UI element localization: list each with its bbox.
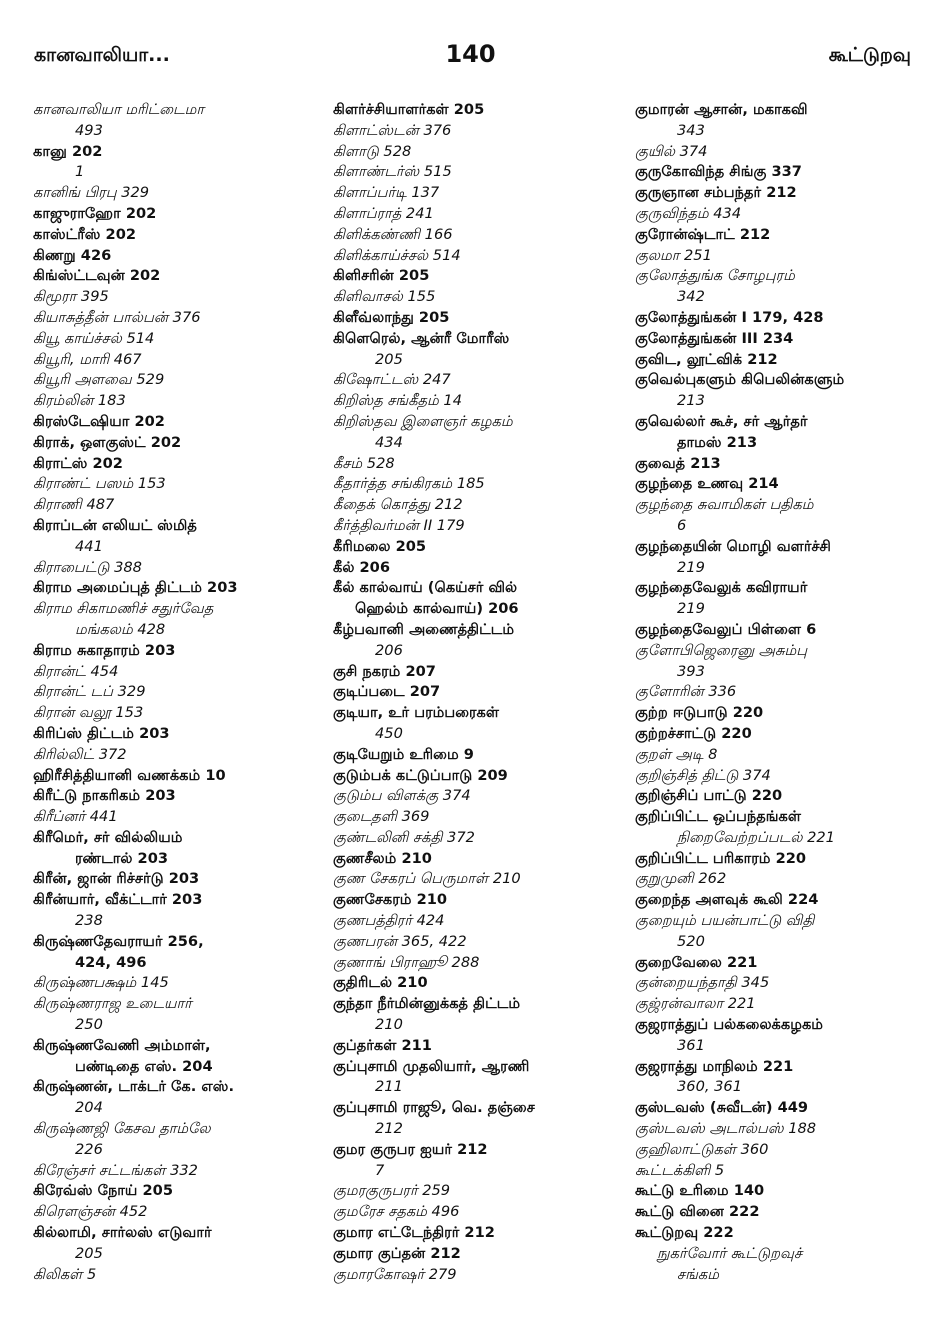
index-entry: கீதார்த்த சங்கிரகம் 185 <box>333 475 485 493</box>
index-entry: 219 <box>677 558 705 576</box>
index-entry: குடும்ப விளக்கு 374 <box>333 787 471 805</box>
index-entry: ஹெல்ம் கால்வாய்) 206 <box>355 600 519 618</box>
index-entry: கீழ்பவானி அணைத்திட்டம் <box>333 620 515 638</box>
index-entry: கிளிவாசல் 155 <box>333 288 436 306</box>
index-entry: குவெல்லர் கூச், சர் ஆர்தர் <box>635 412 808 430</box>
index-entry: குறிப்பிட்ட ஒப்பந்தங்கள் <box>635 808 802 826</box>
index-entry: 450 <box>375 724 403 742</box>
index-entry: 493 <box>75 121 103 139</box>
index-entry: கீசம் 528 <box>333 454 395 472</box>
index-entry: 520 <box>677 932 705 950</box>
index-entry: கிராப்டன் எலியட் ஸ்மித் <box>33 516 197 534</box>
index-entry: 205 <box>75 1244 103 1262</box>
index-entry: மங்கலம் 428 <box>75 620 166 638</box>
index-entry: குற்றச்சாட்டு 220 <box>635 724 752 742</box>
index-entry: குமார குப்தன் 212 <box>333 1244 461 1262</box>
index-entry: குதிரிடல் 210 <box>333 974 428 992</box>
index-entry: கிஷோட்டஸ் 247 <box>333 371 451 389</box>
index-entry: கானு 202 <box>33 142 103 160</box>
index-entry: கிரான்ட் டப் 329 <box>33 683 146 701</box>
index-entry: குறிஞ்சிப் பாட்டு 220 <box>635 787 783 805</box>
index-entry: குடிப்படை 207 <box>333 683 441 701</box>
index-entry: குமரகுருபரர் 259 <box>333 1182 451 1200</box>
index-entry: குலோத்துங்கன் III 234 <box>635 329 794 347</box>
index-entry: குறுமுனி 262 <box>635 870 727 888</box>
index-entry: குலமா 251 <box>635 246 712 264</box>
index-entry: கிணறு 426 <box>33 246 112 264</box>
page-header <box>0 40 941 84</box>
index-entry: கிளாடு 528 <box>333 142 412 160</box>
index-entry: குண சேகரப் பெருமாள் 210 <box>333 870 521 888</box>
index-entry: குழந்தையின் மொழி வளர்ச்சி <box>635 537 831 555</box>
index-entry: 1 <box>75 163 85 181</box>
index-entry: குழந்தைவேலுக் கவிராயர் <box>635 579 808 597</box>
running-head-right: கூட்டுறவு <box>828 44 911 66</box>
index-entry: கிளாட்ஸ்டன் 376 <box>333 121 452 139</box>
index-entry: குப்தர்கள் 211 <box>333 1036 432 1054</box>
index-entry: குறள் அடி 8 <box>635 745 718 763</box>
index-column-2 <box>333 100 633 1285</box>
index-entry: கீரிமலை 205 <box>333 537 427 555</box>
index-entry: கியூ காய்ச்சல் 514 <box>33 329 155 347</box>
index-entry: 343 <box>677 121 705 139</box>
index-entry: 361 <box>677 1036 705 1054</box>
index-entry: குளோரின் 336 <box>635 683 737 701</box>
index-entry: 212 <box>375 1120 403 1138</box>
index-entry: கிருஷ்ணன், டாக்டர் கே. எஸ். <box>33 1078 234 1096</box>
index-entry: குழந்தைவேலுப் பிள்ளை 6 <box>635 620 817 638</box>
index-entry: குஹிலாட்டுகள் 360 <box>635 1140 769 1158</box>
index-entry: குடைதளி 369 <box>333 808 430 826</box>
index-entry: 6 <box>677 516 687 534</box>
index-entry: குஜராத்துப் பல்கலைக்கழகம் <box>635 1016 824 1034</box>
index-entry: கிரம்லின் 183 <box>33 392 126 410</box>
index-entry: குழந்தை சுவாமிகள் பதிகம் <box>635 496 814 514</box>
index-entry: 342 <box>677 288 705 306</box>
page-number: 140 <box>445 40 496 68</box>
index-entry: குலோத்துங்கன் I 179, 428 <box>635 308 824 326</box>
index-entry: குவெல்புகளும் கிபெலின்களும் <box>635 371 845 389</box>
index-entry: கிளாப்பர்டி 137 <box>333 184 440 202</box>
index-entry: கிருஷ்ணஜி கேசவ தாம்லே <box>33 1120 211 1138</box>
index-entry: கிளெரெல், ஆன்ரீ மோரீஸ் <box>333 329 510 347</box>
index-entry: குணபத்திரர் 424 <box>333 912 445 930</box>
index-entry: குறைவேலை 221 <box>635 953 758 971</box>
index-entry: குடியா, உர் பரம்பரைகள் <box>333 704 500 722</box>
index-entry: குறைந்த அளவுக் கூலி 224 <box>635 891 819 909</box>
index-entry: குருகோவிந்த சிங்கு 337 <box>635 163 802 181</box>
index-column-1 <box>33 100 333 1285</box>
index-entry: குப்புசாமி முதலியார், ஆரணி <box>333 1057 530 1075</box>
index-entry: கிறிஸ்தவ இளைஞர் கழகம் <box>333 412 513 430</box>
index-entry: 424, 496 <box>75 953 147 971</box>
index-entry: கிலிகள் 5 <box>33 1265 97 1283</box>
index-entry: கூட்டு வினை 222 <box>635 1203 760 1221</box>
index-entry: குந்தா நீர்மின்னுக்கத் திட்டம் <box>333 995 521 1013</box>
index-entry: கிரேவ்ஸ் நோய் 205 <box>33 1182 173 1200</box>
index-entry: குருவிந்தம் 434 <box>635 204 742 222</box>
index-entry: கிராம அமைப்புத் திட்டம் 203 <box>33 579 238 597</box>
index-entry: காஜுராஹோ 202 <box>33 204 157 222</box>
index-entry: ரண்டால் 203 <box>75 849 169 867</box>
index-entry: குலோத்துங்க சோழபுரம் <box>635 267 795 285</box>
index-entry: கிரஸ்டேஷியா 202 <box>33 412 165 430</box>
index-entry: குஸ்டவஸ் (சுவீடன்) 449 <box>635 1099 809 1117</box>
index-entry: குணசேகரம் 210 <box>333 891 448 909</box>
index-entry: 226 <box>75 1140 103 1158</box>
index-entry: கிருஷ்ணவேணி அம்மாள், <box>33 1036 211 1054</box>
index-entry: 250 <box>75 1016 103 1034</box>
index-entry: குமரேச சதகம் 496 <box>333 1203 460 1221</box>
index-entry: குன்றையந்தாதி 345 <box>635 974 770 992</box>
index-entry: கிராணி 487 <box>33 496 115 514</box>
index-entry: கிளிசரின் 205 <box>333 267 430 285</box>
index-entry: குரோன்ஷ்டாட் 212 <box>635 225 771 243</box>
index-entry: கிமூரா 395 <box>33 288 109 306</box>
index-entry: தாமஸ் 213 <box>677 433 758 451</box>
index-entry: சங்கம் <box>677 1265 719 1283</box>
index-entry: கியூரி அளவை 529 <box>33 371 165 389</box>
index-entry: குறிப்பிட்ட பரிகாரம் 220 <box>635 849 807 867</box>
index-entry: குடும்பக் கட்டுப்பாடு 209 <box>333 766 508 784</box>
index-entry: குறையும் பயன்பாட்டு விதி <box>635 912 815 930</box>
index-entry: 204 <box>75 1099 103 1117</box>
index-entry: கிருஷ்ணராஜ உடையார் <box>33 995 192 1013</box>
index-entry: குணசீலம் 210 <box>333 849 432 867</box>
index-entry: 238 <box>75 912 103 930</box>
index-entry: கிளிக்காய்ச்சல் 514 <box>333 246 461 264</box>
index-entry: குமர குருபர ஐயர் 212 <box>333 1140 488 1158</box>
index-entry: கிரீன்யார், வீக்ட்டார் 203 <box>33 891 203 909</box>
index-entry: கிரீட்டு நாகரிகம் 203 <box>33 787 176 805</box>
index-entry: கியாசுத்தீன் பால்பன் 376 <box>33 308 201 326</box>
index-entry: கூட்டு உரிமை 140 <box>635 1182 765 1200</box>
index-entry: குடியேறும் உரிமை 9 <box>333 745 474 763</box>
index-entry: குணாங் பிராஹூ 288 <box>333 953 480 971</box>
index-entry: குற்ற ஈடுபாடு 220 <box>635 704 764 722</box>
index-entry: குஜராத்து மாநிலம் 221 <box>635 1057 794 1075</box>
index-entry: குண்டலினி சக்தி 372 <box>333 828 475 846</box>
index-entry: கிரீப்னர் 441 <box>33 808 118 826</box>
index-entry: குயில் 374 <box>635 142 708 160</box>
index-entry: கீல் கால்வாய் (கெய்சர் வில் <box>333 579 518 597</box>
index-entry: குஸ்டவஸ் அடால்பஸ் 188 <box>635 1120 817 1138</box>
index-entry: கிரேஞ்சர் சட்டங்கள் 332 <box>33 1161 198 1179</box>
index-entry: 7 <box>375 1161 385 1179</box>
index-entry: கிளீவ்லாந்து 205 <box>333 308 450 326</box>
index-entry: குணபரன் 365, 422 <box>333 932 467 950</box>
index-entry: கானவாலியா மரிட்டைமா <box>33 101 204 118</box>
index-entry: நிறைவேற்றப்படல் 221 <box>677 828 835 846</box>
index-entry: கிராக், ஒளகுஸ்ட் 202 <box>33 433 182 451</box>
index-entry: கிரிப்ஸ் திட்டம் 203 <box>33 724 170 742</box>
index-entry: 210 <box>375 1016 403 1034</box>
index-entry: கிராபைட்டு 388 <box>33 558 142 576</box>
index-entry: 393 <box>677 662 705 680</box>
index-entry: கிளிக்கண்ணி 166 <box>333 225 453 243</box>
index-entry: குப்புசாமி ராஜூ, வெ. தஞ்சை <box>333 1099 535 1117</box>
index-entry: கிரீமெர், சர் வில்லியம் <box>33 828 183 846</box>
index-entry: குமாரகோஷர் 279 <box>333 1265 457 1283</box>
running-head-left: கானவாலியா... <box>34 44 170 66</box>
index-entry: 211 <box>375 1078 403 1096</box>
index-entry: கிரில்லிட் 372 <box>33 745 127 763</box>
index-entry: குழந்தை உணவு 214 <box>635 475 779 493</box>
index-entry: காஸ்ட்ரீஸ் 202 <box>33 225 137 243</box>
index-entry: கிளர்ச்சியாளர்கள் 205 <box>333 101 485 118</box>
index-entry: குசி நகரம் 207 <box>333 662 436 680</box>
index-entry: நுகர்வோர் கூட்டுறவுச் <box>657 1244 803 1262</box>
index-entry: குமாரன் ஆசான், மகாகவி <box>635 101 808 118</box>
index-entry: கில்லாமி, சார்லஸ் எடுவார் <box>33 1224 212 1242</box>
index-entry: கிராம சிகாமணிச் சதுர்வேத <box>33 600 214 618</box>
index-entry: கீல் 206 <box>333 558 390 576</box>
index-column-3 <box>635 100 935 1285</box>
index-entry: கீதைக் கொத்து 212 <box>333 496 463 514</box>
index-entry: கிரீன், ஜான் ரிச்சர்டு 203 <box>33 870 200 888</box>
index-entry: கிரௌஞ்சன் 452 <box>33 1203 148 1221</box>
index-entry: 219 <box>677 600 705 618</box>
index-entry: குமார எட்டேந்திரர் 212 <box>333 1224 495 1242</box>
index-entry: கியூரி, மாரி 467 <box>33 350 142 368</box>
index-entry: கிளாப்ராத் 241 <box>333 204 434 222</box>
index-entry: கானிங் பிரபு 329 <box>33 184 150 202</box>
index-entry: குவைத் 213 <box>635 454 721 472</box>
index-entry: 206 <box>375 641 403 659</box>
index-entry: 360, 361 <box>677 1078 742 1096</box>
index-entry: கிரான் வலூ 153 <box>33 704 144 722</box>
index-entry: கிருஷ்ணபக்ஷம் 145 <box>33 974 169 992</box>
index-entry: கீர்த்திவர்மன் II 179 <box>333 516 465 534</box>
index-entry: 213 <box>677 392 705 410</box>
index-entry: கிங்ஸ்ட்டவுன் 202 <box>33 267 161 285</box>
index-entry: ஹிரீசித்தியானி வணக்கம் 10 <box>33 766 226 784</box>
index-entry: கிராட்ஸ் 202 <box>33 454 123 472</box>
index-entry: குருஞான சம்பந்தர் 212 <box>635 184 797 202</box>
index-entry: குறிஞ்சித் திட்டு 374 <box>635 766 771 784</box>
index-entry: 434 <box>375 433 403 451</box>
index-entry: கூட்டுறவு 222 <box>635 1224 734 1242</box>
index-entry: குஜ்ரன்வாலா 221 <box>635 995 756 1013</box>
index-entry: கிராண்ட் பஸம் 153 <box>33 475 166 493</box>
index-entry: கிருஷ்ணதேவராயர் 256, <box>33 932 204 950</box>
index-entry: கிறிஸ்த சங்கீதம் 14 <box>333 392 462 410</box>
index-entry: கிராம சுகாதாரம் 203 <box>33 641 176 659</box>
index-entry: குளோபிஜெரைனு அசும்பு <box>635 641 808 659</box>
index-entry: 205 <box>375 350 403 368</box>
index-entry: குவிட, லூட்விக் 212 <box>635 350 778 368</box>
index-entry: 441 <box>75 537 103 555</box>
index-entry: கூட்டக்கிளி 5 <box>635 1161 725 1179</box>
index-entry: கிளாண்டர்ஸ் 515 <box>333 163 452 181</box>
index-entry: பண்டிதை எஸ். 204 <box>75 1057 213 1075</box>
index-entry: கிரான்ட் 454 <box>33 662 119 680</box>
